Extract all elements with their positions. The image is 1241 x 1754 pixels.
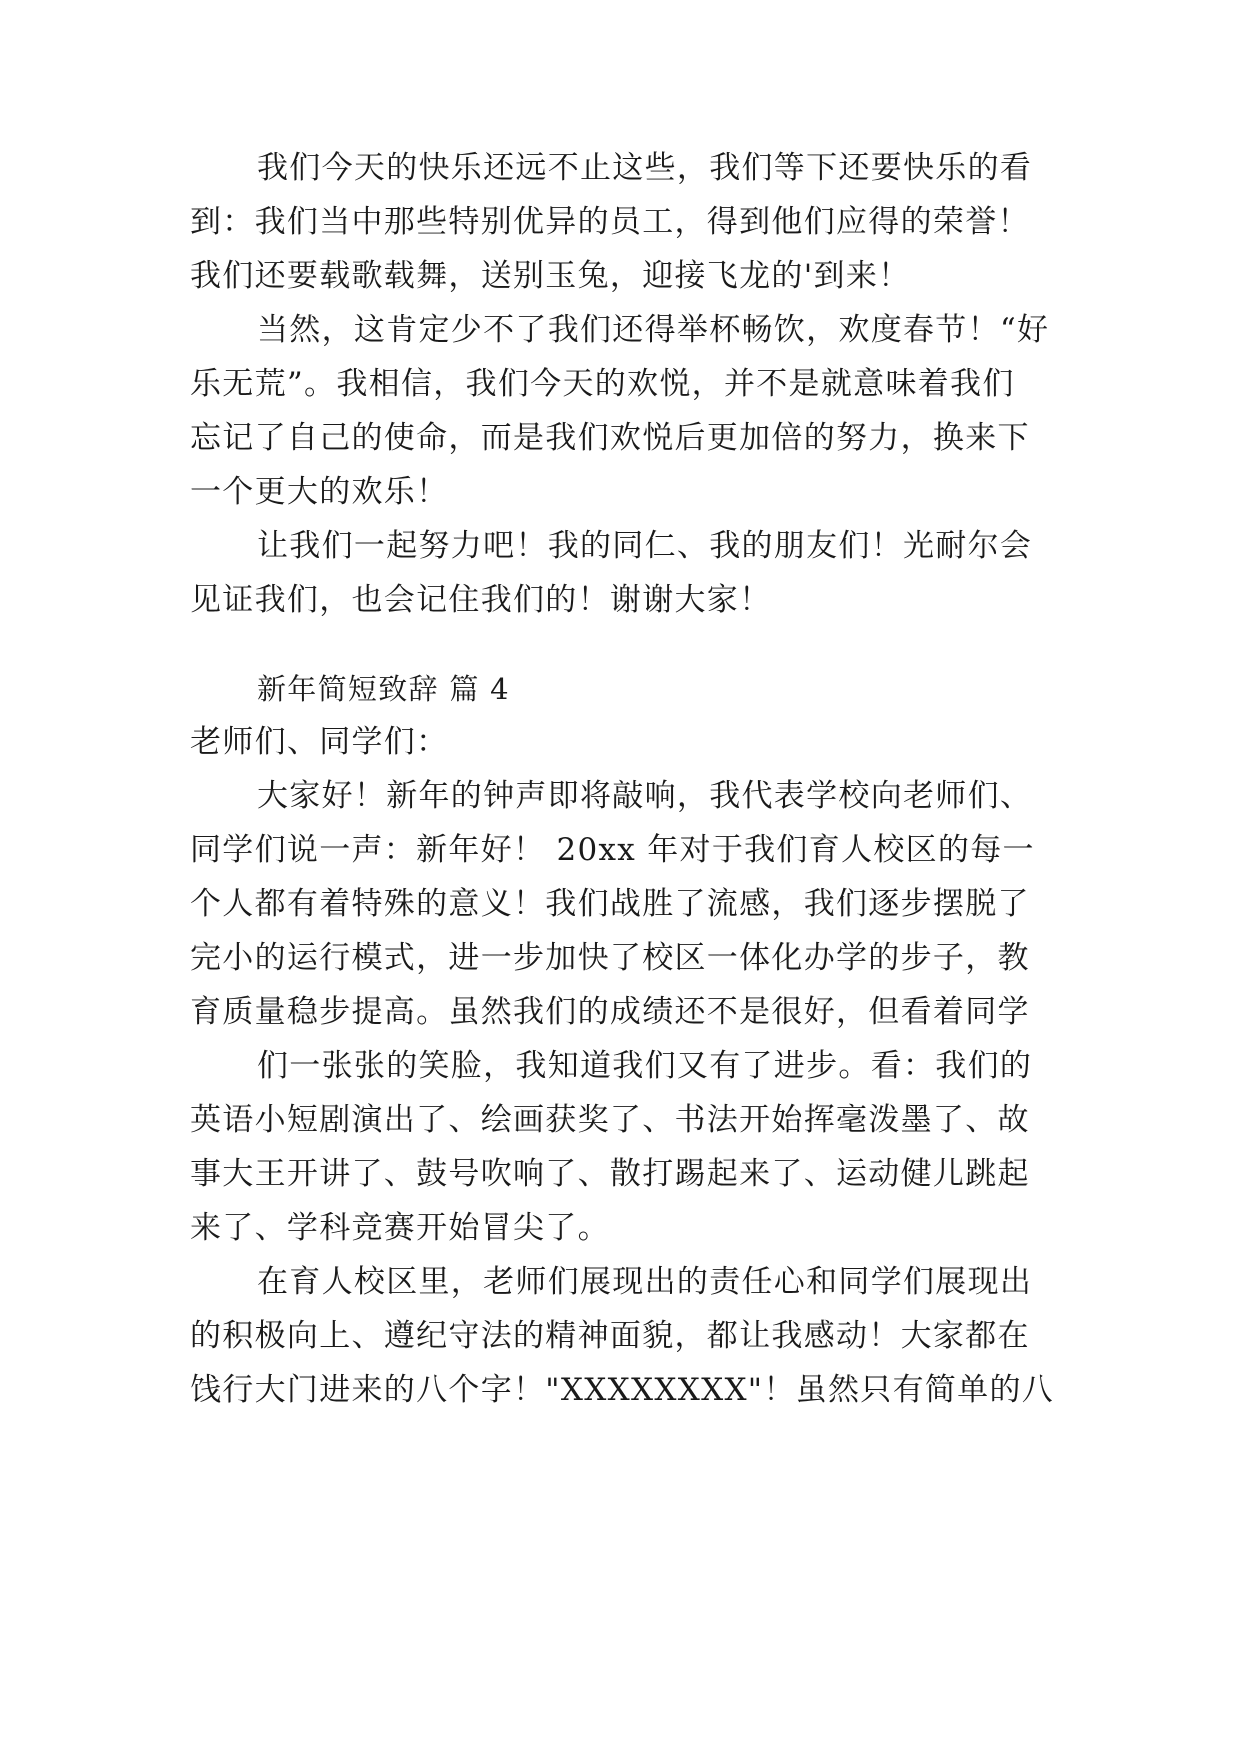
salutation: 老师们、同学们： — [190, 724, 449, 760]
paragraph-line: 英语小短剧演出了、绘画获奖了、书法开始挥毫泼墨了、故 — [190, 1102, 1030, 1138]
paragraph-line: 在育人校区里，老师们展现出的责任心和同学们展现出 — [257, 1264, 1033, 1300]
paragraph-line: 来了、学科竞赛开始冒尖了。 — [190, 1210, 610, 1246]
paragraph-line: 完小的运行模式，进一步加快了校区一体化办学的步子，教 — [190, 940, 1030, 976]
paragraph-line: 一个更大的欢乐！ — [190, 474, 449, 510]
paragraph-line: 育质量稳步提高。虽然我们的成绩还不是很好，但看着同学 — [190, 994, 1030, 1030]
paragraph-line: 大家好！新年的钟声即将敲响，我代表学校向老师们、 — [257, 778, 1033, 814]
paragraph-line: 我们今天的快乐还远不止这些，我们等下还要快乐的看 — [257, 150, 1033, 186]
paragraph-line: 当然，这肯定少不了我们还得举杯畅饮，欢度春节！“好 — [257, 312, 1050, 348]
paragraph-line: 同学们说一声：新年好！ 20xx 年对于我们育人校区的每一 — [190, 832, 1035, 868]
paragraph-line: 饯行大门进来的八个字！"XXXXXXXX"！虽然只有简单的八 — [190, 1372, 1055, 1408]
paragraph-line: 个人都有着特殊的意义！我们战胜了流感，我们逐步摆脱了 — [190, 886, 1030, 922]
section-title: 新年简短致辞 篇 4 — [257, 672, 510, 706]
paragraph-line: 事大王开讲了、鼓号吹响了、散打踢起来了、运动健儿跳起 — [190, 1156, 1030, 1192]
paragraph-line: 见证我们，也会记住我们的！谢谢大家！ — [190, 582, 772, 618]
paragraph-line: 们一张张的笑脸，我知道我们又有了进步。看：我们的 — [257, 1048, 1033, 1084]
paragraph-line: 的积极向上、遵纪守法的精神面貌，都让我感动！大家都在 — [190, 1318, 1030, 1354]
paragraph-line: 乐无荒”。我相信，我们今天的欢悦，并不是就意味着我们 — [190, 366, 1015, 402]
paragraph-line: 让我们一起努力吧！我的同仁、我的朋友们！光耐尔会 — [257, 528, 1033, 564]
paragraph-line: 我们还要载歌载舞，送别玉兔，迎接飞龙的'到来！ — [190, 258, 911, 294]
paragraph-line: 到：我们当中那些特别优异的员工，得到他们应得的荣誉！ — [190, 204, 1030, 240]
paragraph-line: 忘记了自己的使命，而是我们欢悦后更加倍的努力，换来下 — [190, 420, 1030, 456]
